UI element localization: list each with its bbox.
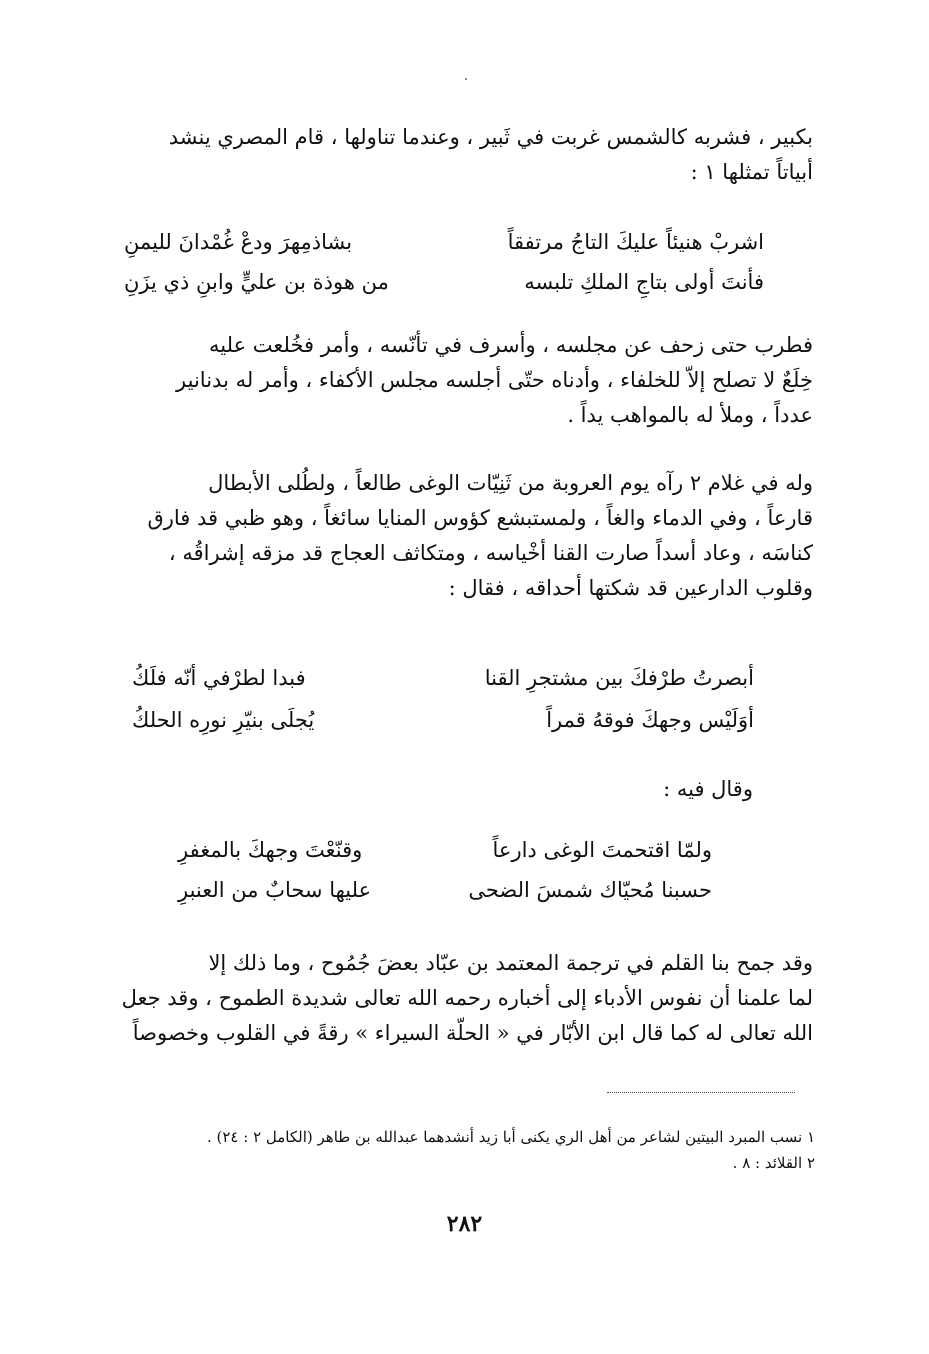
paragraph-3 [98,466,813,606]
verse-block-1 [124,224,764,300]
verse-intro: وقال فيه : [663,777,753,801]
paragraph-line: كناسَه ، وعاد أسداً صارت القنا أخْياسه ، ومتكاثف العجاج قد مزقه إشراقُه ، [168,541,813,565]
verse-line [178,872,712,908]
paragraph-line: خِلَعٌ لا تصلح إلاّ للخلفاء ، وأدناه حتّى أجلسه مجلس الأكفاء ، وأمر له بدنانير [176,368,813,392]
paragraph-1 [98,120,813,190]
paragraph-4 [98,946,813,1051]
verse-line [132,660,754,696]
paragraph-line: عدداً ، وملأ له بالمواهب يداً . [567,403,813,427]
hemistich-second: بشاذمِهرَ ودعْ غُمْدانَ لليمنِ [124,230,353,254]
page-number: ٢٨٢ [446,1211,483,1237]
hemistich-second: وقنّعْتَ وجهكَ بالمغفرِ [178,838,363,862]
scan-speck [465,78,467,80]
verse-line [132,702,754,738]
hemistich-first: أبصرتُ طرْفكَ بين مشتجرِ القنا [484,666,754,690]
verse-line [124,264,764,300]
paragraph-line: فطرب حتى زحف عن مجلسه ، وأسرف في تأنّسه ، وأمر فخُلعت عليه [209,333,813,357]
hemistich-second: من هوذة بن عليٍّ وابنِ ذي يزَنِ [124,270,389,294]
footnotes [98,1124,815,1176]
hemistich-first: حسبنا مُحيّاك شمسَ الضحى [468,878,712,902]
hemistich-second: عليها سحابٌ من العنبرِ [178,878,372,902]
hemistich-first: اشربْ هنيئاً عليكَ التاجُ مرتفقاً [507,230,764,254]
paragraph-line: لما علمنا أن نفوس الأدباء إلى أخباره رحمه الله تعالى شديدة الطموح ، وقد جعل [121,986,813,1010]
hemistich-second: فبدا لطرْفي أنّه فلَكُ [132,666,306,690]
paragraph-line: قارعاً ، وفي الدماء والغاً ، ولمستبشع كؤوس المنايا سائغاً ، وهو ظبي قد فارق [147,506,813,530]
paragraph-line: وله في غلام ٢ رآه يوم العروبة من ثَنِيّات الوغى طالعاً ، ولطُلى الأبطال [208,471,813,495]
hemistich-first: أوَلَيْس وجهكَ فوقهُ قمراً [546,708,754,732]
paragraph-line: بكبير ، فشربه كالشمس غربت في ثَبير ، وعندما تناولها ، قام المصري ينشد [168,125,813,149]
footnote: ١ نسب المبرد البيتين لشاعر من أهل الري يكنى أبا زيد أنشدهما عبدالله بن طاهر (الكامل ٢ : ٢٤) . [206,1128,815,1146]
verse-line [124,224,764,260]
paragraph-line: الله تعالى له كما قال ابن الأبّار في « الحلّة السيراء » رقةً في القلوب وخصوصاً [132,1021,813,1045]
paragraph-line: أبياتاً تمثلها ١ : [690,160,813,184]
paragraph-line: وقلوب الدارعين قد شكتها أحداقه ، فقال : [448,576,813,600]
footnote: ٢ القلائد : ٨ . [732,1154,815,1172]
verse-line [178,832,712,868]
hemistich-first: ولمّا اقتحمتَ الوغى دارعاً [492,838,712,862]
hemistich-first: فأنتَ أولى بتاجِ الملكِ تلبسه [524,270,764,294]
paragraph-2 [98,328,813,433]
verse-block-3 [178,832,712,908]
footnote-divider [607,1092,795,1093]
hemistich-second: يُجلَى بنيّرِ نورِه الحلكُ [132,708,315,732]
verse-block-2 [132,660,754,738]
paragraph-line: وقد جمح بنا القلم في ترجمة المعتمد بن عبّاد بعضَ جُمُوح ، وما ذلك إلا [208,951,813,975]
